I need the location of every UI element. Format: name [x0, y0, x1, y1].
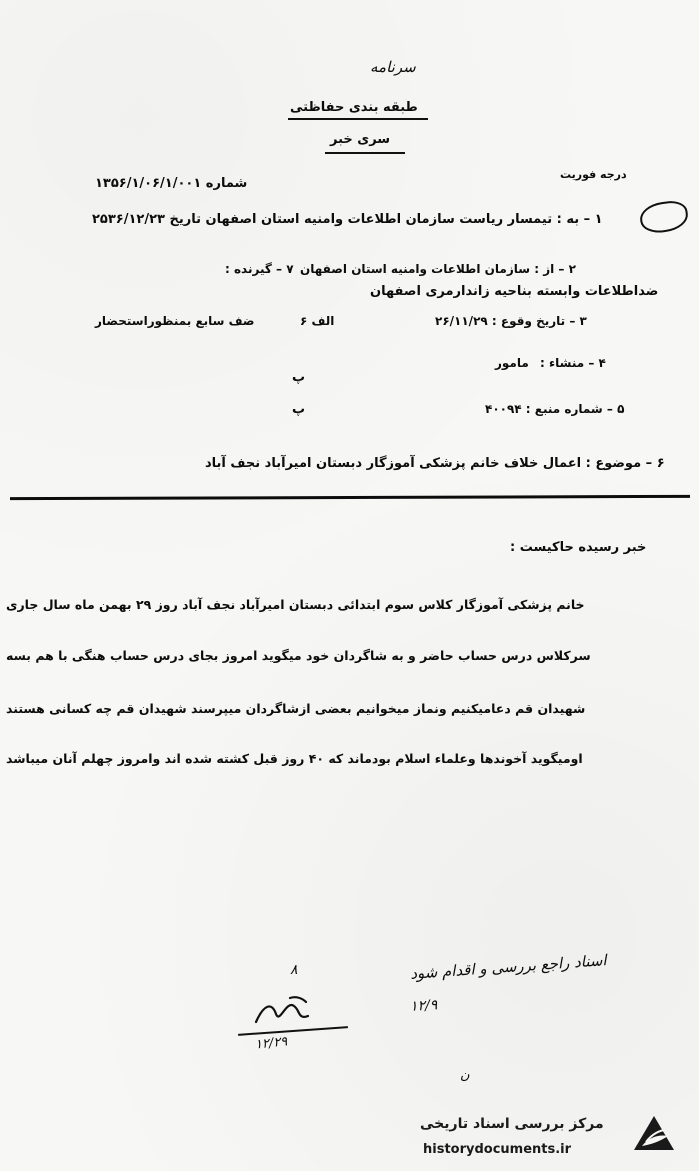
field-to: ۱ – به : تیمسار ریاست سازمان اطلاعات وامنیه استان اصفهان تاریخ ۲۵۳۶/۱۲/۲۳ — [92, 212, 603, 227]
field-recipient: ۷ – گیرنده : — [225, 262, 294, 276]
report-line: شهیدان قم دعامیکنیم ونماز میخوانیم بعضی ازشاگردان میپرسند شهیدان قم چه کسانی هستند — [6, 701, 586, 716]
document-number: شماره ۱۳۵۶/۱/۰۶/۱/۰۰۱ — [95, 176, 248, 191]
mark-p-1: پ — [292, 370, 306, 385]
report-line: اومیگوید آخوندها وعلماء اسلام بودماند که ۴۰ روز قبل کشته شده اند وامروز چهلم آنان میباشد — [6, 751, 583, 766]
report-intro: خبر رسیده حاکیست : — [510, 540, 647, 555]
header-subtitle: سری خبر — [330, 132, 391, 147]
field-source-number: ۵ – شماره منبع : ۴۰۰۹۴ — [485, 402, 625, 416]
priority-label: درجه فوریت — [560, 168, 627, 181]
handwritten-action-date: ۱۲/۹ — [409, 997, 438, 1015]
mark-p-2: پ — [292, 402, 306, 417]
header-stamp: سرنامه — [370, 58, 416, 76]
archive-logo-icon — [628, 1112, 680, 1156]
subtitle-underline — [325, 152, 405, 154]
field-alef: الف ۶ — [300, 314, 335, 328]
signature — [250, 992, 320, 1032]
signature-date: ۱۲/۲۹ — [254, 1034, 289, 1053]
circle-mark — [638, 199, 690, 235]
classification-label: طبقه بندی حفاظتی — [290, 100, 418, 115]
field-distribution-note: ضف سابع بمنظوراستحضار — [95, 314, 255, 328]
report-line: سرکلاس درس حساب حاضر و به شاگردان خود میگوید امروز بجای درس حساب هنگی با هم بسه — [6, 648, 591, 663]
divider-rule — [10, 495, 690, 500]
footer-title: مرکز بررسی اسناد تاریخی — [420, 1116, 604, 1132]
small-handwritten-mark: ن — [460, 1068, 470, 1083]
classification-underline — [288, 118, 428, 120]
field-origin-value: مامور — [495, 356, 529, 370]
field-origin: ۴ – منشاء : — [540, 356, 606, 370]
field-from-unit: ضداطلاعات وابسته بناحیه زاندارمری اصفهان — [370, 284, 659, 299]
handwritten-number: ۸ — [290, 962, 298, 978]
handwritten-action-note: اسناد راجع بررسی و اقدام شود — [409, 951, 608, 983]
report-line: خانم پزشکی آموزگار کلاس سوم ابتدائی دبستان امیرآباد نجف آباد روز ۲۹ بهمن ماه سال جاری — [6, 597, 585, 612]
field-subject: ۶ – موضوع : اعمال خلاف خانم پزشکی آموزگار دبستان امیرآباد نجف آباد — [205, 456, 665, 471]
footer-website: historydocuments.ir — [423, 1142, 572, 1157]
field-from: ۲ – از : سازمان اطلاعات وامنیه استان اصفهان — [300, 262, 576, 276]
field-date-of-occurrence: ۳ – تاریخ وقوع : ۲۶/۱۱/۲۹ — [435, 314, 587, 328]
